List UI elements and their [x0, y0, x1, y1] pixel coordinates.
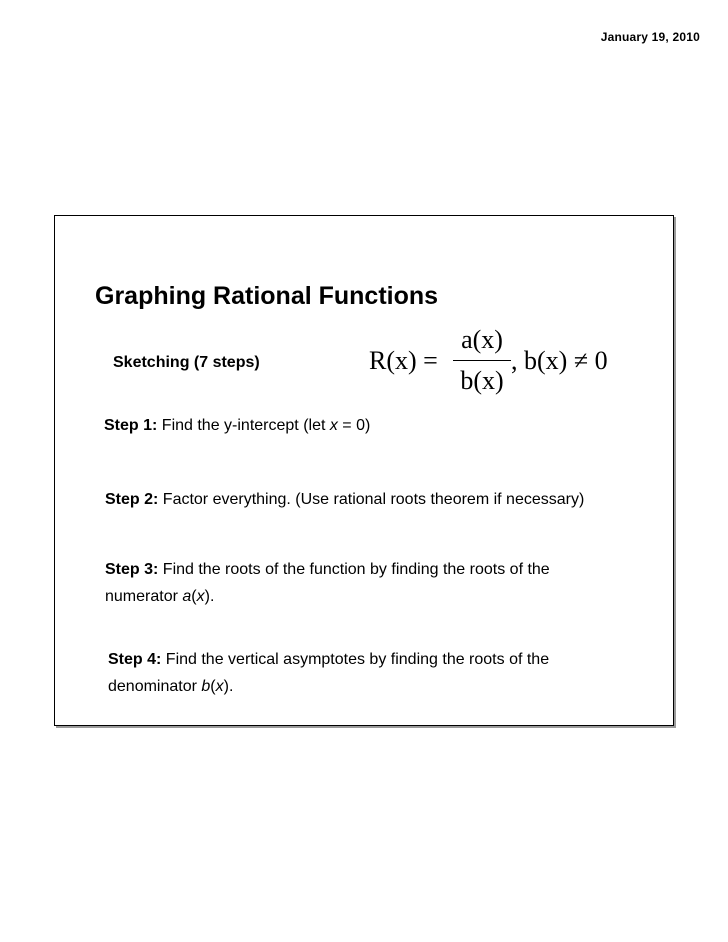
- step-4-paren-open: (: [210, 678, 216, 695]
- step-3-paren-close: ).: [204, 588, 215, 605]
- page-date: January 19, 2010: [600, 30, 700, 44]
- step-4-line2-before: denominator: [108, 678, 202, 695]
- formula-denominator: b(x): [460, 366, 504, 395]
- step-2: [105, 486, 584, 513]
- step-4-line1: Find the vertical asymptotes by finding the roots of the: [161, 651, 550, 668]
- step-3-line1: Find the roots of the function by finding the roots of the: [158, 561, 550, 578]
- formula-numerator: a(x): [461, 325, 503, 354]
- step-1: [104, 412, 370, 439]
- slide-frame: [54, 215, 674, 726]
- step-2-label: Step 2:: [105, 491, 159, 508]
- fraction-bar: [453, 360, 511, 361]
- step-3-paren-open: (: [191, 588, 197, 605]
- step-1-label: Step 1:: [104, 417, 158, 434]
- slide-subtitle: Sketching (7 steps): [113, 354, 260, 371]
- formula-lhs: R(x) =: [369, 346, 438, 375]
- step-3-label: Step 3:: [105, 561, 159, 578]
- step-2-text: Factor everything. (Use rational roots theorem if necessary): [158, 491, 585, 508]
- step-4-func: b: [201, 678, 211, 695]
- step-4-var: x: [215, 678, 224, 695]
- step-4-paren-close: ).: [223, 678, 234, 695]
- step-4-label: Step 4:: [108, 651, 162, 668]
- step-4: [108, 646, 549, 700]
- step-1-var: x: [329, 417, 338, 434]
- step-3: [105, 556, 550, 610]
- formula-fraction: [453, 322, 511, 399]
- step-1-text-after: = 0): [337, 417, 371, 434]
- step-3-var: x: [196, 588, 205, 605]
- formula-condition: , b(x) ≠ 0: [511, 346, 608, 375]
- rational-function-formula: [369, 322, 669, 402]
- step-3-line2-before: numerator: [105, 588, 183, 605]
- step-1-text-before: Find the y-intercept (let: [157, 417, 330, 434]
- slide-title: Graphing Rational Functions: [95, 282, 439, 310]
- step-3-func: a: [182, 588, 192, 605]
